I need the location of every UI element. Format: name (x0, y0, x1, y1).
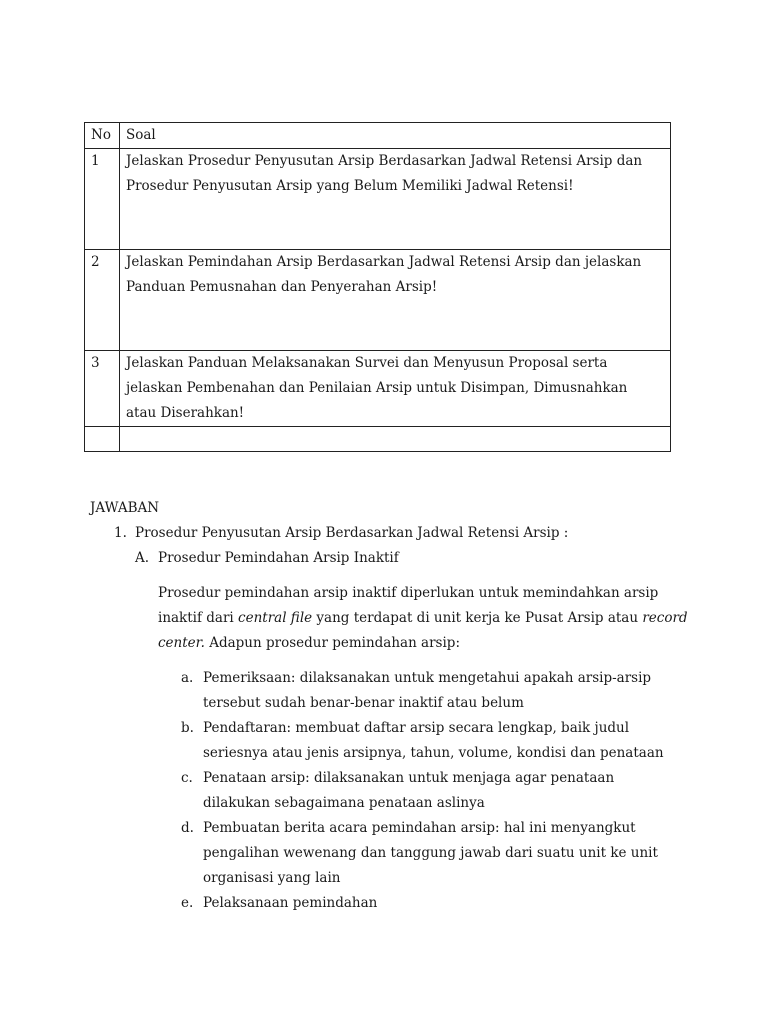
list-item (181, 816, 690, 891)
italic-term: record center. (158, 610, 688, 651)
list-marker: c. (181, 770, 193, 786)
row-number: 3 (85, 351, 120, 427)
questions-table (84, 122, 671, 452)
question-text: Jelaskan Panduan Melaksanakan Survei dan Menyusun Proposal serta jelaskan Pembenahan dan Penilaian Arsip untuk Disimpan, Dimusnahkan atau Diserahkan! (126, 355, 628, 421)
list-item (181, 666, 690, 716)
row-number (85, 427, 120, 452)
list-item-text: Pendaftaran: membuat daftar arsip secara lengkap, baik judul seriesnya atau jenis arsipnya, tahun, volume, kondisi dan penataan (203, 720, 664, 761)
row-number: 1 (85, 149, 120, 250)
answer-item-1 (90, 521, 690, 546)
header-soal: Soal (120, 123, 671, 149)
procedure-list (90, 666, 690, 916)
list-item-text: Pembuatan berita acara pemindahan arsip: hal ini menyangkut pengalihan wewenang dan tanggung jawab dari suatu unit ke unit organisasi yang lain (203, 820, 658, 886)
row-question (120, 149, 671, 250)
paragraph (158, 581, 690, 656)
paragraph-text: Prosedur pemindahan arsip inaktif diperlukan untuk memindahkan arsip inaktif dari (158, 585, 659, 626)
list-item (181, 766, 690, 816)
subheading: Prosedur Pemindahan Arsip Inaktif (158, 550, 399, 566)
row-number: 2 (85, 250, 120, 351)
list-marker: A. (135, 550, 150, 566)
table-row (85, 250, 671, 351)
table-row (85, 149, 671, 250)
list-marker: 1. (114, 525, 127, 541)
italic-term: central file (238, 610, 313, 626)
answer-subitem-a (90, 546, 690, 571)
question-text: Jelaskan Prosedur Penyusutan Arsip Berdasarkan Jadwal Retensi Arsip dan Prosedur Penyusutan Arsip yang Belum Memiliki Jadwal Retensi! (126, 153, 643, 194)
table-row (85, 351, 671, 427)
row-question (120, 427, 671, 452)
table-header-row (85, 123, 671, 149)
list-marker: b. (181, 720, 194, 736)
list-item-text: Pelaksanaan pemindahan (203, 895, 378, 911)
table-row-empty (85, 427, 671, 452)
list-item (181, 716, 690, 766)
paragraph-text: yang terdapat di unit kerja ke Pusat Arsip atau (312, 610, 643, 626)
answers-section (90, 496, 690, 916)
answers-title: JAWABAN (90, 500, 160, 516)
question-text: Jelaskan Pemindahan Arsip Berdasarkan Jadwal Retensi Arsip dan jelaskan Panduan Pemusnahan dan Penyerahan Arsip! (126, 254, 642, 295)
answer-heading: Prosedur Penyusutan Arsip Berdasarkan Jadwal Retensi Arsip : (135, 525, 569, 541)
list-item-text: Pemeriksaan: dilaksanakan untuk mengetahui apakah arsip-arsip tersebut sudah benar-benar inaktif atau belum (203, 670, 652, 711)
paragraph-text: Adapun prosedur pemindahan arsip: (204, 635, 460, 651)
list-item-text: Penataan arsip: dilaksanakan untuk menjaga agar penataan dilakukan sebagaimana penataan aslinya (203, 770, 615, 811)
list-item (181, 891, 690, 916)
row-question (120, 250, 671, 351)
list-marker: e. (181, 895, 194, 911)
header-no: No (85, 123, 120, 149)
list-marker: d. (181, 820, 194, 836)
list-marker: a. (181, 670, 194, 686)
row-question (120, 351, 671, 427)
